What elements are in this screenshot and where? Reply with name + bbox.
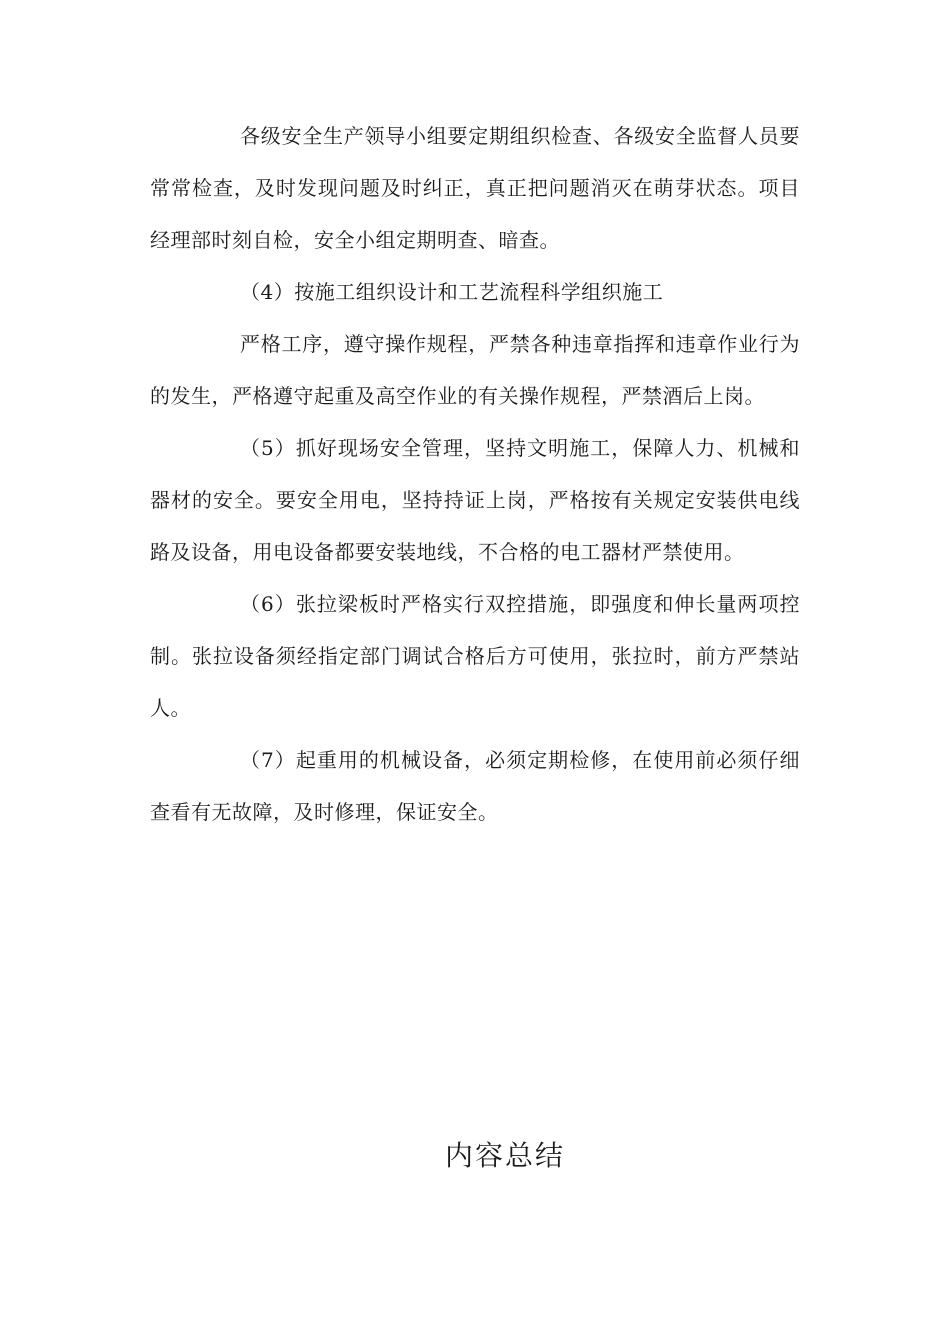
summary-title: 内容总结	[444, 1139, 565, 1172]
paragraph-inspection: 各级安全生产领导小组要定期组织检查、各级安全监督人员要常常检查，及时发现问题及时纠正，真正把问题消灭在萌芽状态。项目经理部时刻自检，安全小组定期明查、暗查。	[150, 124, 800, 252]
document-body	[150, 110, 800, 838]
paragraph-item-5: （5）抓好现场安全管理，坚持文明施工，保障人力、机械和器材的安全。要安全用电，坚持持证上岗，严格按有关规定安装供电线路及设备，用电设备都要安装地线，不合格的电工器材严禁使用。	[150, 436, 800, 564]
paragraph-heading-4: （4）按施工组织设计和工艺流程科学组织施工	[240, 280, 664, 304]
paragraph-item-6: （6）张拉梁板时严格实行双控措施，即强度和伸长量两项控制。张拉设备须经指定部门调试合格后方可使用，张拉时，前方严禁站人。	[150, 592, 800, 720]
paragraph-strict-procedure: 严格工序，遵守操作规程，严禁各种违章指挥和违章作业行为的发生，严格遵守起重及高空作业的有关操作规程，严禁酒后上岗。	[150, 332, 800, 408]
paragraph-item-7: （7）起重用的机械设备，必须定期检修，在使用前必须仔细查看有无故障，及时修理，保证安全。	[150, 748, 800, 824]
